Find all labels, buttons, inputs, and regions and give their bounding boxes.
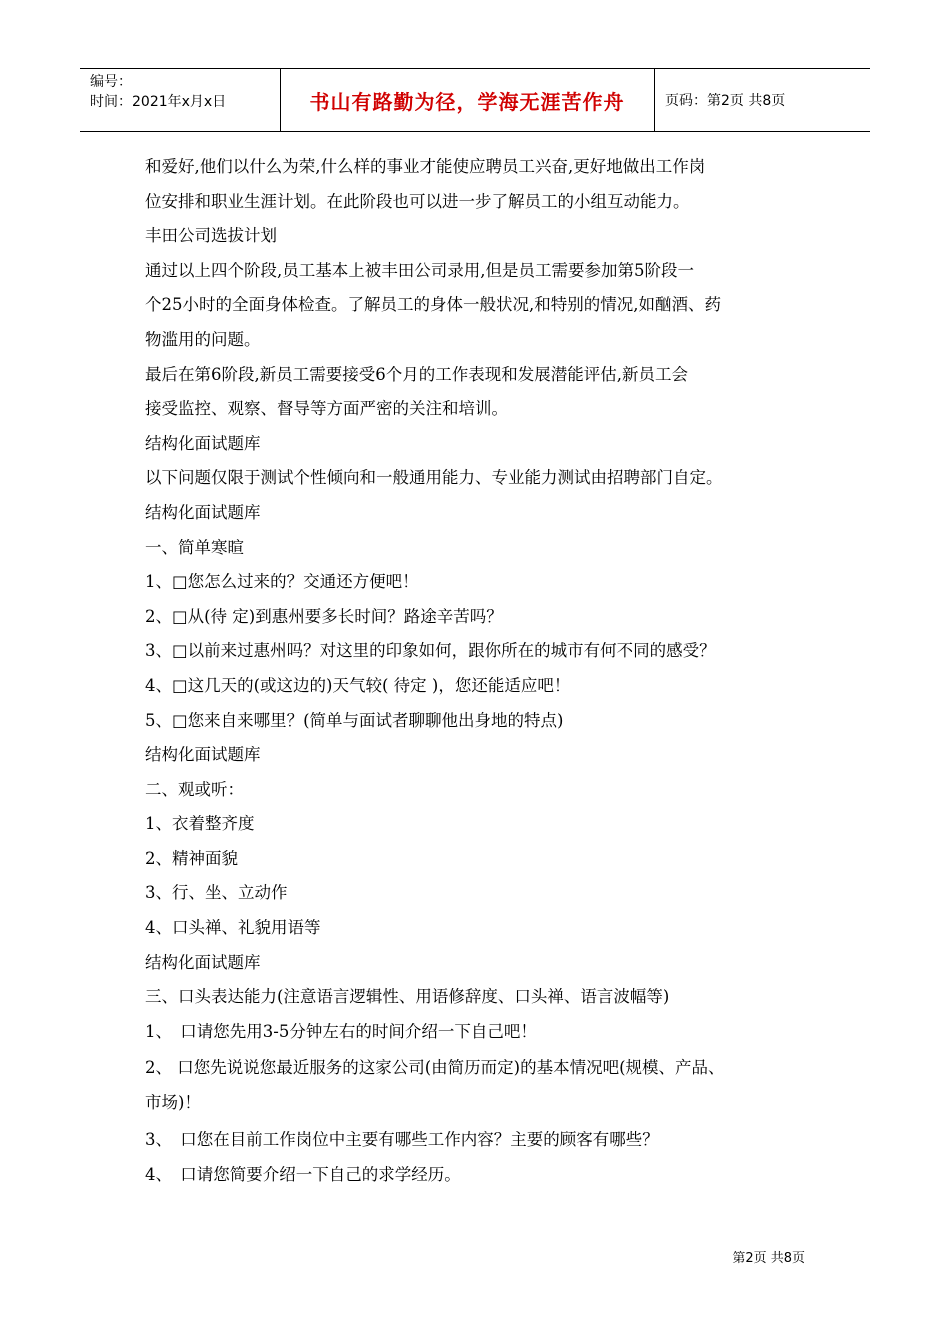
list-item: 4、口头禅、礼貌用语等 [145,918,321,938]
section-heading: 结构化面试题库 [145,745,261,765]
text-line: 位安排和职业生涯计划。在此阶段也可以进一步了解员工的小组互动能力。 [145,191,690,211]
list-item: 4、 口请您简要介绍一下自己的求学经历。 [145,1165,461,1185]
list-item: 2、□从(待 定)到惠州要多长时间？路途辛苦吗？ [145,606,503,626]
list-item: 5、□您来自来哪里？(简单与面试者聊聊他出身地的特点) [145,710,564,730]
page-info: 页码：第2页 共8页 [665,93,786,109]
header-left-cell [80,69,281,131]
text-line: 通过以上四个阶段,员工基本上被丰田公司录用,但是员工需要参加第5阶段一 [145,260,694,280]
document-body [145,150,815,1193]
text-line: 物滥用的问题。 [145,329,261,349]
page-footer: 第2页 共8页 [732,1251,805,1266]
number-label: 编号： [90,74,132,90]
list-item: 3、行、坐、立动作 [145,883,288,903]
text-line: 接受监控、观察、督导等方面严密的关注和培训。 [145,399,508,419]
section-heading: 丰田公司选拔计划 [145,226,277,246]
text-line: 和爱好,他们以什么为荣,什么样的事业才能使应聘员工兴奋,更好地做出工作岗 [145,157,706,176]
list-item: 1、□您怎么过来的？交通还方便吧！ [145,572,419,592]
subsection-heading: 一、简单寒暄 [145,537,244,557]
list-item: 2、 口您先说说您最近服务的这家公司(由简历而定)的基本情况吧(规模、产品、 [145,1058,725,1078]
subsection-heading: 三、口头表达能力(注意语言逻辑性、用语修辞度、口头禅、语言波幅等) [145,987,670,1007]
text-line: 市场)！ [145,1093,201,1113]
section-heading: 结构化面试题库 [145,952,261,972]
header-motto-cell [280,69,655,131]
section-heading: 结构化面试题库 [145,433,261,453]
list-item: 3、 口您在目前工作岗位中主要有哪些工作内容？主要的顾客有哪些？ [145,1130,659,1150]
text-line: 以下问题仅限于测试个性倾向和一般通用能力、专业能力测试由招聘部门自定。 [145,468,723,488]
text-line: 个25小时的全面身体检查。了解员工的身体一般状况,和特别的情况,如酗酒、药 [145,295,721,315]
list-item: 4、□这几天的(或这边的)天气较( 待定 )，您还能适应吧！ [145,675,571,695]
header-right-cell [655,69,870,131]
subsection-heading: 二、观或听： [145,779,244,799]
list-item: 2、精神面貌 [145,848,238,868]
text-line: 最后在第6阶段,新员工需要接受6个月的工作表现和发展潜能评估,新员工会 [145,364,688,384]
list-item: 1、 口请您先用3-5分钟左右的时间介绍一下自己吧！ [145,1021,537,1041]
time-label: 时间：2021年x月x日 [90,94,227,110]
section-heading: 结构化面试题库 [145,502,261,522]
list-item: 3、□以前来过惠州吗？对这里的印象如何，跟你所在的城市有何不同的感受？ [145,641,716,661]
motto: 书山有路勤为径，学海无涯苦作舟 [309,89,625,114]
list-item: 1、衣着整齐度 [145,814,255,834]
page-header [80,68,870,132]
